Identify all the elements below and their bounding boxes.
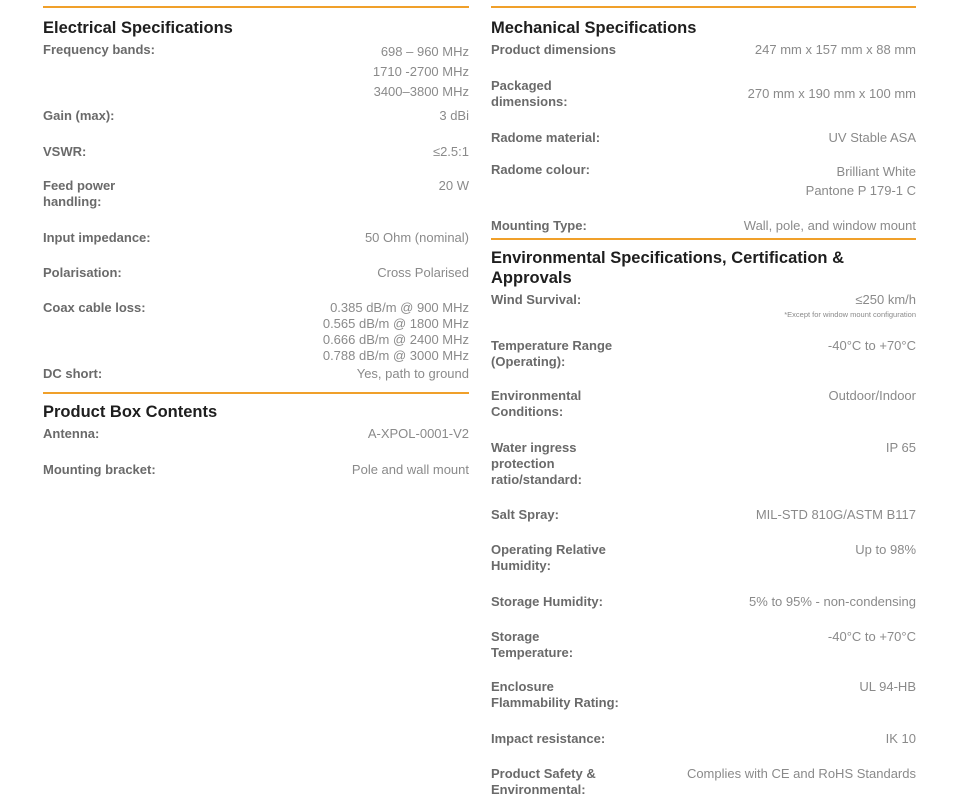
spec-value-line: 247 mm x 157 mm x 88 mm (754, 42, 916, 57)
spec-label (43, 178, 115, 210)
spec-value-line: Outdoor/Indoor (828, 388, 916, 403)
spec-label (491, 594, 603, 610)
spec-footnote: *Except for window mount configuration (784, 310, 916, 319)
spec-row (43, 108, 469, 144)
spec-value-line: Cross Polarised (377, 265, 469, 280)
spec-value-line: IP 65 (885, 440, 916, 455)
spec-label-line: ratio/standard: (491, 472, 583, 487)
spec-value-line: UV Stable ASA (828, 130, 916, 145)
spec-label-line: Product Safety & (491, 766, 596, 781)
spec-label (491, 629, 573, 661)
spec-label-line: Salt Spray: (491, 507, 559, 522)
spec-value-line: 3 dBi (439, 108, 469, 123)
spec-value-line: MIL-STD 810G/ASTM B117 (755, 507, 916, 522)
spec-label-line: Polarisation: (43, 265, 122, 280)
spec-row (491, 629, 916, 679)
spec-label (491, 731, 605, 747)
spec-value-line: 698 – 960 MHz (380, 44, 469, 59)
spec-label (491, 679, 619, 711)
spec-label (491, 42, 616, 58)
spec-value (829, 388, 916, 404)
spec-value-line: 50 Ohm (nominal) (364, 230, 469, 245)
spec-row (43, 366, 469, 392)
section-divider (43, 6, 469, 8)
spec-row (43, 300, 469, 366)
spec-row (491, 679, 916, 731)
spec-label-line: Environmental (491, 388, 582, 403)
spec-label (43, 426, 99, 442)
spec-label-line: Humidity: (491, 558, 551, 573)
spec-label (43, 265, 122, 281)
spec-label-line: Wind Survival: (491, 292, 582, 307)
spec-row (491, 338, 916, 388)
spec-label-line: protection (491, 456, 555, 471)
spec-value-line: Complies with CE and RoHS Standards (686, 766, 916, 781)
spec-label (491, 218, 587, 234)
spec-row (43, 265, 469, 300)
spec-label (43, 300, 146, 316)
spec-label (491, 766, 596, 798)
electrical-section (43, 6, 469, 392)
spec-label-line: Product dimensions (491, 42, 616, 57)
spec-value (433, 144, 469, 160)
spec-label-line: DC short: (43, 366, 103, 381)
mechanical-rows (491, 42, 916, 238)
spec-value (357, 366, 469, 382)
spec-value (323, 300, 469, 364)
spec-value (744, 218, 916, 234)
spec-value-line: 0.666 dB/m @ 2400 MHz (322, 332, 469, 347)
spec-row (491, 78, 916, 130)
spec-label (491, 130, 600, 146)
environmental-section (491, 238, 916, 802)
spec-value-line: Pole and wall mount (351, 462, 469, 477)
spec-label-line: Temperature: (491, 645, 574, 660)
spec-row (491, 766, 916, 802)
spec-value (828, 629, 916, 645)
spec-label-line: Conditions: (491, 404, 564, 419)
spec-value (439, 178, 469, 194)
spec-label-line: Water ingress (491, 440, 577, 455)
spec-label-line: Antenna: (43, 426, 100, 441)
electrical-rows (43, 42, 469, 392)
spec-value (756, 507, 916, 523)
spec-label-line: handling: (43, 194, 102, 209)
spec-label (43, 230, 151, 246)
spec-row (43, 178, 469, 230)
spec-value-line: 3400–3800 MHz (373, 84, 469, 99)
spec-row (43, 462, 469, 498)
spec-row (491, 542, 916, 594)
spec-label-line: Operating Relative (491, 542, 606, 557)
spec-value (855, 542, 916, 558)
spec-value-line: 0.385 dB/m @ 900 MHz (330, 300, 469, 315)
spec-label (491, 507, 559, 523)
spec-label-line: Temperature Range (491, 338, 613, 353)
spec-label-line: dimensions: (491, 94, 568, 109)
spec-value (748, 78, 916, 102)
section-divider (491, 6, 916, 8)
box-contents-section (43, 392, 469, 498)
spec-label (491, 292, 581, 308)
spec-label-line: Packaged (491, 78, 552, 93)
spec-label-line: Storage (491, 629, 540, 644)
spec-value-line: 270 mm x 190 mm x 100 mm (747, 86, 916, 101)
section-title-box-contents: Product Box Contents (43, 403, 218, 421)
spec-row (491, 388, 916, 440)
spec-value (828, 338, 916, 354)
spec-value (806, 162, 916, 200)
spec-label (43, 42, 155, 58)
spec-value (439, 108, 469, 124)
spec-label (43, 366, 102, 382)
spec-value (365, 230, 469, 246)
spec-label-line: Mounting bracket: (43, 462, 156, 477)
spec-value-line: ≤2.5:1 (432, 144, 469, 159)
spec-label (491, 162, 590, 178)
spec-value (784, 292, 916, 320)
section-title-environmental: Environmental Specifications, Certification & Approvals (491, 249, 844, 287)
spec-value (373, 42, 469, 102)
spec-value (755, 42, 916, 58)
spec-row (491, 731, 916, 766)
spec-label-line: Frequency bands: (43, 42, 155, 57)
spec-label-line: Impact resistance: (491, 731, 606, 746)
spec-value-line: Brilliant White (836, 164, 916, 179)
section-title-electrical: Electrical Specifications (43, 19, 233, 37)
spec-value-line: Up to 98% (855, 542, 916, 557)
spec-value (352, 462, 469, 478)
spec-value (886, 731, 916, 747)
spec-label-line: Mounting Type: (491, 218, 587, 233)
spec-row (491, 440, 916, 507)
spec-value-line: UL 94-HB (859, 679, 916, 694)
spec-label (43, 108, 115, 124)
spec-row (491, 130, 916, 162)
section-divider (491, 238, 916, 240)
spec-row (43, 42, 469, 108)
spec-value-line: 1710 -2700 MHz (372, 64, 469, 79)
spec-label-line: Storage Humidity: (491, 594, 603, 609)
spec-value (687, 766, 916, 782)
spec-label-line: Environmental: (491, 782, 586, 797)
spec-value (886, 440, 916, 456)
spec-value (377, 265, 469, 281)
spec-value-line: Wall, pole, and window mount (743, 218, 916, 233)
spec-label-line: Radome colour: (491, 162, 590, 177)
spec-value (829, 130, 916, 146)
spec-label (43, 462, 156, 478)
spec-value (368, 426, 469, 442)
spec-label-line: Input impedance: (43, 230, 151, 245)
spec-value (859, 679, 916, 695)
spec-label (491, 78, 568, 110)
spec-row (43, 426, 469, 462)
spec-label-line: Radome material: (491, 130, 601, 145)
spec-value-line: A-XPOL-0001-V2 (367, 426, 469, 441)
spec-row (491, 42, 916, 78)
spec-label-line: Coax cable loss: (43, 300, 146, 315)
spec-row (491, 218, 916, 238)
spec-value-line: Pantone P 179-1 C (805, 183, 916, 198)
left-column (43, 6, 469, 498)
spec-label (43, 144, 86, 160)
spec-label-line: (Operating): (491, 354, 566, 369)
spec-value-line: ≤250 km/h (855, 292, 916, 307)
spec-label (491, 440, 582, 488)
spec-value-line: -40°C to +70°C (827, 338, 916, 353)
spec-label-line: Gain (max): (43, 108, 115, 123)
spec-row (491, 162, 916, 218)
box-contents-rows (43, 426, 469, 498)
spec-value-line: 5% to 95% - non-condensing (749, 594, 916, 609)
spec-label-line: VSWR: (43, 144, 87, 159)
spec-label (491, 542, 606, 574)
spec-label-line: Feed power (43, 178, 116, 193)
spec-label (491, 388, 581, 420)
spec-label-line: Flammability Rating: (491, 695, 619, 710)
spec-row (43, 144, 469, 178)
spec-value-line: 20 W (438, 178, 469, 193)
spec-value (749, 594, 916, 610)
spec-row (491, 594, 916, 629)
spec-value-line: 0.565 dB/m @ 1800 MHz (322, 316, 469, 331)
spec-value-line: IK 10 (885, 731, 916, 746)
section-title-mechanical: Mechanical Specifications (491, 19, 697, 37)
spec-value-line: -40°C to +70°C (827, 629, 916, 644)
spec-row (491, 292, 916, 338)
spec-label-line: Enclosure (491, 679, 554, 694)
section-divider (43, 392, 469, 394)
spec-row (491, 507, 916, 542)
spec-value-line: Yes, path to ground (356, 366, 469, 381)
environmental-rows (491, 292, 916, 802)
spec-value-line: 0.788 dB/m @ 3000 MHz (322, 348, 469, 363)
right-column (491, 6, 916, 802)
spec-row (43, 230, 469, 265)
mechanical-section (491, 6, 916, 238)
spec-label (491, 338, 612, 370)
